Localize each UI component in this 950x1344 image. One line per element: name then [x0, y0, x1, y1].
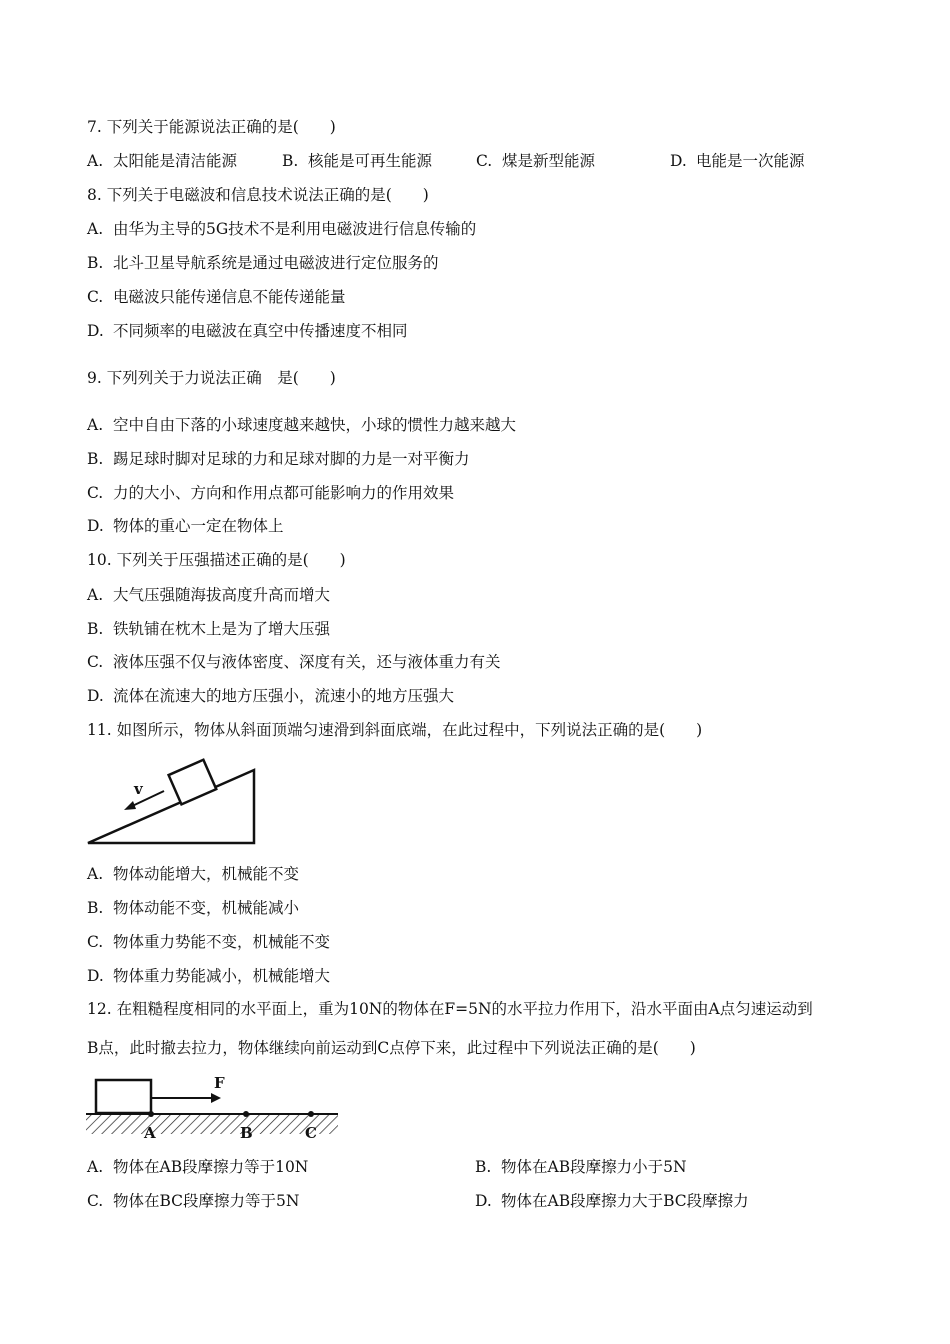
q9-option-a: A. 空中自由下落的小球速度越来越快，小球的惯性力越来越大 — [87, 416, 517, 434]
horizontal-motion-figure — [84, 1072, 344, 1144]
q12-options-row1 — [87, 1157, 847, 1177]
q10-stem: 10. 下列关于压强描述正确的是( ) — [87, 551, 346, 569]
q7-option-d: D. 电能是一次能源 — [670, 152, 805, 170]
point-c-label: C — [305, 1124, 317, 1142]
q9-stem: 9. 下列列关于力说法正确 是( ) — [87, 369, 336, 387]
velocity-label: v — [134, 780, 143, 798]
q9-option-b: B. 踢足球时脚对足球的力和足球对脚的力是一对平衡力 — [87, 450, 470, 468]
q10-option-c: C. 液体压强不仅与液体密度、深度有关，还与液体重力有关 — [87, 653, 501, 671]
box-object — [96, 1080, 151, 1113]
q11-stem: 11. 如图所示，物体从斜面顶端匀速滑到斜面底端，在此过程中，下列说法正确的是( ) — [87, 721, 703, 739]
q7-stem: 7. 下列关于能源说法正确的是( ) — [87, 118, 336, 136]
q8-stem: 8. 下列关于电磁波和信息技术说法正确的是( ) — [87, 186, 429, 204]
q9-option-d: D. 物体的重心一定在物体上 — [87, 517, 284, 535]
point-c-dot — [308, 1111, 314, 1117]
q11-option-b: B. 物体动能不变，机械能减小 — [87, 899, 300, 917]
q7-options-row — [87, 151, 847, 171]
force-label: F — [214, 1074, 225, 1092]
q12-options-row2 — [87, 1191, 847, 1211]
q11-option-d: D. 物体重力势能减小，机械能增大 — [87, 967, 331, 985]
q12-option-d: D. 物体在AB段摩擦力大于BC段摩擦力 — [475, 1192, 749, 1210]
q12-option-b: B. 物体在AB段摩擦力小于5N — [475, 1158, 687, 1176]
q7-option-b: B. 核能是可再生能源 — [282, 152, 433, 170]
q12-stem-line1: 12. 在粗糙程度相同的水平面上，重为10N的物体在F=5N的水平拉力作用下，沿水平面由A点匀速运动到 — [87, 1000, 813, 1018]
ground-hatching — [86, 1114, 338, 1134]
force-arrowhead — [211, 1093, 221, 1103]
q8-option-c: C. 电磁波只能传递信息不能传递能量 — [87, 288, 346, 306]
q8-option-d: D. 不同频率的电磁波在真空中传播速度不相同 — [87, 322, 408, 340]
q11-option-a: A. 物体动能增大，机械能不变 — [87, 865, 300, 883]
point-b-dot — [243, 1111, 249, 1117]
point-b-label: B — [240, 1124, 253, 1142]
q10-option-d: D. 流体在流速大的地方压强小，流速小的地方压强大 — [87, 687, 455, 705]
q11-option-c: C. 物体重力势能不变，机械能不变 — [87, 933, 331, 951]
q8-option-b: B. 北斗卫星导航系统是通过电磁波进行定位服务的 — [87, 254, 439, 272]
incline-figure — [86, 756, 261, 846]
q12-stem-line2: B点，此时撤去拉力，物体继续向前运动到C点停下来，此过程中下列说法正确的是( ) — [87, 1039, 696, 1057]
velocity-arrowhead — [124, 801, 136, 810]
q10-option-a: A. 大气压强随海拔高度升高而增大 — [87, 586, 331, 604]
q9-option-c: C. 力的大小、方向和作用点都可能影响力的作用效果 — [87, 484, 455, 502]
sliding-block — [169, 760, 217, 805]
q8-option-a: A. 由华为主导的5G技术不是利用电磁波进行信息传输的 — [87, 220, 477, 238]
q7-option-a: A. 太阳能是清洁能源 — [87, 152, 238, 170]
q12-option-c: C. 物体在BC段摩擦力等于5N — [87, 1192, 300, 1210]
q12-option-a: A. 物体在AB段摩擦力等于10N — [87, 1158, 309, 1176]
point-a-dot — [148, 1111, 154, 1117]
q7-option-c: C. 煤是新型能源 — [476, 152, 596, 170]
point-a-label: A — [144, 1124, 156, 1142]
q10-option-b: B. 铁轨铺在枕木上是为了增大压强 — [87, 620, 331, 638]
